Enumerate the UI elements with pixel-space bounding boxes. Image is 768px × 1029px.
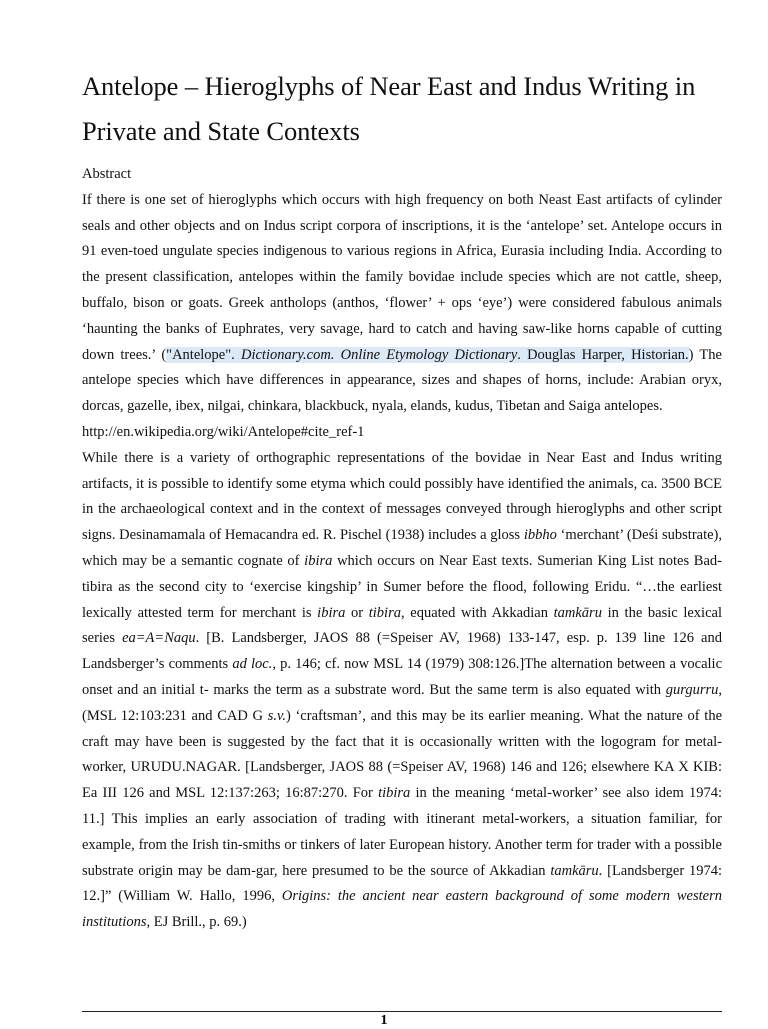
citation-link[interactable]	[166, 347, 689, 363]
italic-term: tibira	[368, 604, 401, 621]
paragraph-text: If there is one set of hieroglyphs which occurs with high frequency on both Neast East artifacts of cylinder seals and other objects and on Indus script corpora of inscriptions, it is the ‘antelope’ set. Antelope occurs in 91 even-toed ungulate species indigenous to various regions in Africa, Eurasia including India. According to the present classification, antelopes within the family bovidae include species which are not cattle, sheep, buffalo, bison or goats. Greek antholops (anthos, ‘flower’ + ops ‘eye’) were considered fabulous animals ‘haunting the banks of Euphrates, very savage, hard to catch and having saw-like horns capable of cutting down trees.’ (	[82, 191, 722, 363]
paragraph-text: . [B. Landsberger, JAOS 88 (=Speiser AV, 1968) 133-147, esp. p. 139 line 126 and Landsberger’s comments	[82, 630, 722, 673]
paragraph-text: ‘merchant’ (Deśi substrate), which may be a semantic cognate of	[82, 527, 722, 569]
paragraph-text: in the basic lexical series	[82, 604, 722, 647]
citation-source: Dictionary.com. Online Etymology Dictionary	[240, 346, 518, 363]
page-number: 1	[380, 1013, 388, 1028]
paragraph-text: ) ‘craftsman’, and this may be its earlier meaning. What the nature of the craft may have been is suggested by the fact that it is occasionally written with the logogram for metal-worker, URUDU.NAGAR. [Landsberger, JAOS 88 (=Speiser AV, 1968) 146 and 126; elsewhere KA X KIB: Ea III 126 and MSL 12:137:263; 16:87:270. For	[82, 707, 722, 802]
paragraph-text: or	[345, 604, 369, 621]
paragraph-text: . [Landsberger 1974: 12.]” (William W. Hallo, 1996,	[82, 862, 722, 905]
italic-term: ea=A=Naqu	[122, 630, 196, 647]
abstract-heading: Abstract	[82, 166, 132, 182]
paragraph-text: which occurs on Near East texts. Sumerian King List notes Bad-tibira as the second city to ‘exercise kingship’ in Sumer before the flood, following Eridu. “…the earliest lexically attested term for merchant is	[82, 552, 722, 621]
paragraph-antelope	[82, 188, 722, 420]
footer-divider	[82, 1011, 722, 1012]
document-title: Antelope – Hieroglyphs of Near East and Indus Writing in Private and State Contexts	[82, 71, 696, 146]
italic-term: ibira	[317, 604, 346, 621]
citation-author: . Douglas Harper, Historian.	[517, 346, 689, 363]
paragraph-text: in the meaning ‘metal-worker’ see also idem 1974: 11.] This implies an early association of trading with itinerant metal-workers, a situation familiar, for example, from the Irish tin-smiths or tinkers of later European history. Another term for trader with a possible substrate origin may be dam-gar, here presumed to be the source of Akkadian	[82, 785, 722, 879]
italic-term: ibbho	[523, 527, 557, 544]
italic-term: s.v.	[267, 707, 286, 724]
paragraph-text: , equated with Akkadian	[400, 604, 554, 621]
italic-term: gurgurru	[665, 681, 719, 698]
italic-term: ibira	[304, 552, 333, 569]
wikipedia-url[interactable]: http://en.wikipedia.org/wiki/Antelope#cite_ref-1	[82, 423, 365, 440]
paragraph-text: p. 146; cf. now MSL 14 (1979) 308:126.]The alternation between a vocalic onset and an initial t- marks the term as a substrate word. But the same term is also equated with	[82, 656, 723, 698]
italic-term: tibira	[378, 785, 411, 802]
italic-term: ad loc.,	[232, 656, 276, 673]
citation-text: "Antelope".	[166, 346, 241, 363]
italic-term: tamkāru	[553, 604, 602, 621]
paragraph-text: , (MSL 12:103:231 and CAD G	[82, 681, 722, 724]
italic-term: tamkāru	[550, 862, 599, 879]
paragraph-text: ) The antelope species which have differences in appearance, sizes and shapes of horns, include: Arabian oryx, dorcas, gazelle, ibex, nilgai, chinkara, blackbuck, nyala, elands, kudus, Tibetan and Saiga antelopes.	[82, 346, 722, 415]
paragraph-text: , EJ Brill., p. 69.)	[146, 914, 247, 931]
book-title: Origins: the ancient near eastern background of some modern western institutions	[82, 888, 722, 931]
paragraph-etyma	[82, 446, 722, 936]
document-page	[82, 64, 722, 936]
paragraph-text: While there is a variety of orthographic representations of the bovidae in Near East and Indus writing artifacts, it is possible to identify some etyma which could possibly have identified the animals, ca. 3500 BCE in the archaeological context and in the context of messages conveyed through hieroglyphs and other script signs. Desinamamala of Hemacandra ed. R. Pischel (1938) includes a gloss	[82, 449, 722, 544]
